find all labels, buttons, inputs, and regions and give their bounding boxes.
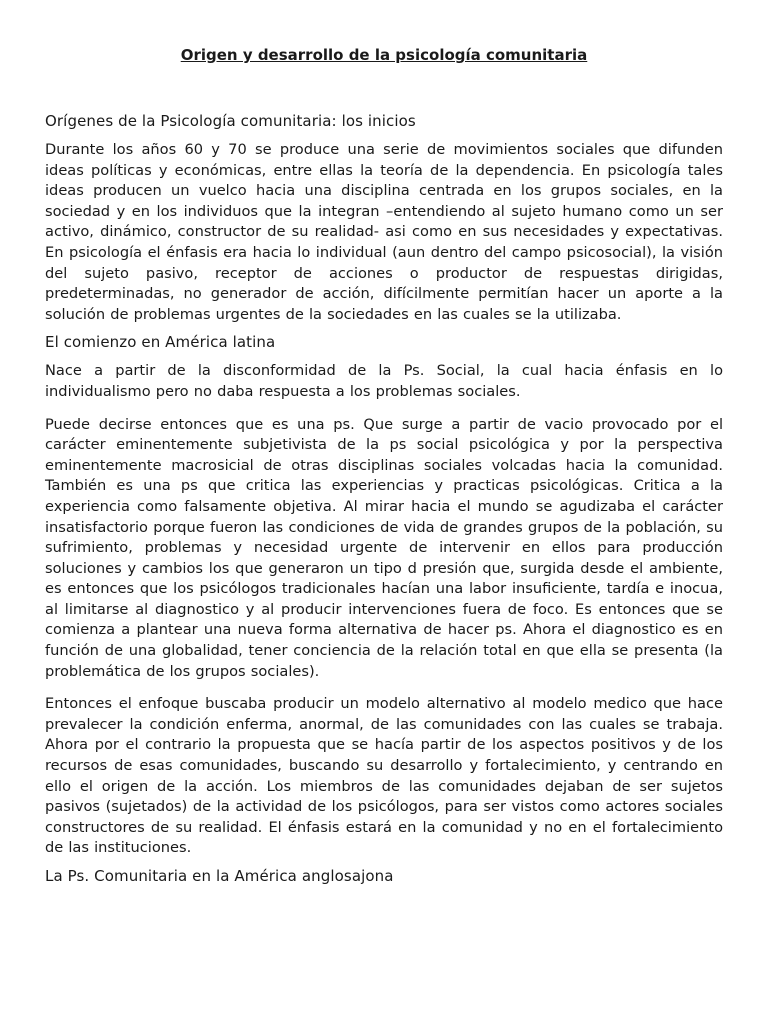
paragraph-latin-america-3: Entonces el enfoque buscaba producir un modelo alternativo al modelo medico que hace prevalecer la condición enferma, anormal, de las comunidades con las cuales se trabaja. Ahora por el contrario la propuesta que se hacía partir de los aspectos positivos y de los recursos de esas comunidades, buscando su desarrollo y fortalecimiento, y centrando en ello el origen de la acción. Los miembros de las comunidades dejaban de ser sujetos pasivos (sujetados) de la actividad de los psicólogos, para ser vistos como actores sociales constructores de su realidad. El énfasis estará en la comunidad y no en el fortalecimiento de las instituciones. [45,695,723,857]
section-heading-origins: Orígenes de la Psicología comunitaria: los inicios [45,112,416,130]
section-heading-latin-america: El comienzo en América latina [45,333,276,352]
section-heading-anglo-america: La Ps. Comunitaria en la América anglosajona [45,867,394,885]
paragraph-latin-america-2: Puede decirse entonces que es una ps. Que surge a partir de vacio provocado por el carácter eminentemente subjetivista de la ps social psicológica y por la perspectiva eminentemente macrosicial de otras disciplinas sociales volcadas hacia la comunidad. También es una ps que critica las experiencias y practicas psicológicas. Critica a la experiencia como falsamente objetiva. Al mirar hacia el mundo se agudizaba el carácter insatisfactorio porque fueron las condiciones de vida de grandes grupos de la población, su sufrimiento, problemas y necesidad urgente de intervenir en ellos para producción soluciones y cambios los que generaron un tipo d presión que, surgida desde el ambiente, es entonces que los psicólogos tradicionales hacían una labor insuficiente, tardía e inocua, al limitarse al diagnostico y al producir intervenciones fuera de foco. Es entonces que se comienza a plantear una nueva forma alternativa de hacer ps. Ahora el diagnostico es en función de una globalidad, tener conciencia de la relación total en que ella se presenta (la problemática de los grupos sociales). [45,415,723,680]
document-title: Origen y desarrollo de la psicología comunitaria [180,46,588,64]
paragraph-origins: Durante los años 60 y 70 se produce una serie de movimientos sociales que difunden ideas políticas y económicas, entre ellas la teoría de la dependencia. En psicología tales ideas producen un vuelco hacia una disciplina centrada en los grupos sociales, en la sociedad y en los individuos que la integran –entendiendo al sujeto humano como un ser activo, dinámico, constructor de su realidad- asi como en sus necesidades y expectativas. En psicología el énfasis era hacia lo individual (aun dentro del campo psicosocial), la visión del sujeto pasivo, receptor de acciones o productor de respuestas dirigidas, predeterminadas, no generador de acción, difícilmente permitían hacer un aporte a la solución de problemas urgentes de la sociedades en las cuales se la utilizaba. [45,141,723,323]
paragraph-latin-america-1: Nace a partir de la disconformidad de la Ps. Social, la cual hacia énfasis en lo individualismo pero no daba respuesta a los problemas sociales. [45,362,723,400]
document-page [45,44,723,895]
